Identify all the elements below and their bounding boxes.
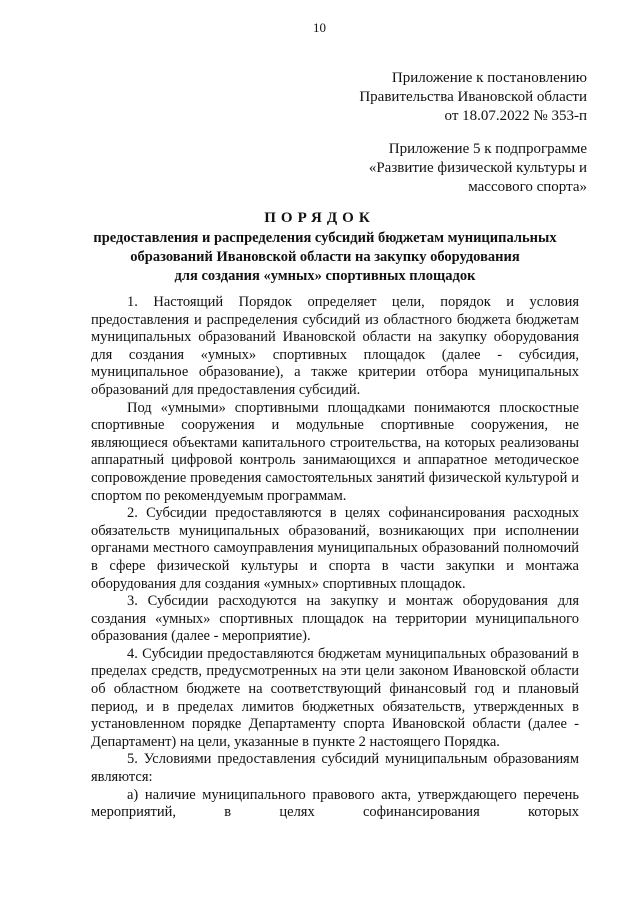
paragraph-3: 3. Субсидии расходуются на закупку и монтаж оборудования для создания «умных» спортивных площадок на территории муниципального образования (далее - мероприятие). bbox=[91, 593, 579, 645]
appendix-2-line: массового спорта» bbox=[468, 179, 587, 195]
appendix-header-1 bbox=[359, 69, 587, 126]
paragraph-5a: а) наличие муниципального правового акта, утверждающего перечень мероприятий, в целях софинансирования которых bbox=[91, 786, 579, 821]
subtitle-line: для создания «умных» спортивных площадок bbox=[174, 268, 476, 284]
appendix-1-line: Правительства Ивановской области bbox=[359, 89, 587, 105]
document-body bbox=[91, 294, 579, 822]
document-title: ПОРЯДОК bbox=[264, 210, 375, 226]
appendix-1-line: Приложение к постановлению bbox=[391, 70, 587, 86]
paragraph-4: 4. Субсидии предоставляются бюджетам муниципальных образований в пределах средств, предусмотренных на эти цели законом Ивановской области об областном бюджете на соответствующий финансовый год и плановый период, и в пределах лимитов бюджетных обязательств, утвержденных в установленном порядке Департаменту спорта Ивановской области (далее - Департамент) на цели, указанные в пункте 2 настоящего Порядка. bbox=[91, 645, 579, 750]
subtitle-line: предоставления и распределения субсидий бюджетам муниципальных bbox=[93, 230, 557, 246]
paragraph-2: 2. Субсидии предоставляются в целях софинансирования расходных обязательств муниципальных образований, возникающих при исполнении органами местного самоуправления муниципальных образований полномочий в сфере физической культуры и спорта в части закупки и монтажа оборудования для создания «умных» спортивных площадок. bbox=[91, 505, 579, 592]
paragraph-1: 1. Настоящий Порядок определяет цели, порядок и условия предоставления и распределения субсидий из областного бюджета бюджетам муниципальных образований Ивановской области на закупку оборудования для создания «умных» спортивных площадок (далее - субсидия, муниципальное образование), а также критерии отбора муниципальных образований для предоставления субсидий. bbox=[91, 294, 579, 398]
appendix-1-line: от 18.07.2022 № 353-п bbox=[444, 108, 587, 124]
subtitle-line: образований Ивановской области на закупку оборудования bbox=[130, 249, 520, 265]
appendix-header-2 bbox=[369, 140, 587, 197]
page-number: 10 bbox=[313, 20, 326, 35]
paragraph-5: 5. Условиями предоставления субсидий муниципальным образованиям являются: bbox=[91, 751, 579, 786]
appendix-2-line: «Развитие физической культуры и bbox=[368, 160, 587, 176]
document-subtitle bbox=[80, 229, 570, 286]
appendix-2-line: Приложение 5 к подпрограмме bbox=[388, 141, 587, 157]
paragraph-definition: Под «умными» спортивными площадками понимаются плоскостные спортивные сооружения и модульные спортивные сооружения, не являющиеся объектами капитального строительства, на которых реализованы аппаратный цифровой контроль занимающихся и аппаратное методическое сопровождение проведения самостоятельных занятий физической культурой и спортом по рекомендуемым программам. bbox=[91, 399, 579, 504]
